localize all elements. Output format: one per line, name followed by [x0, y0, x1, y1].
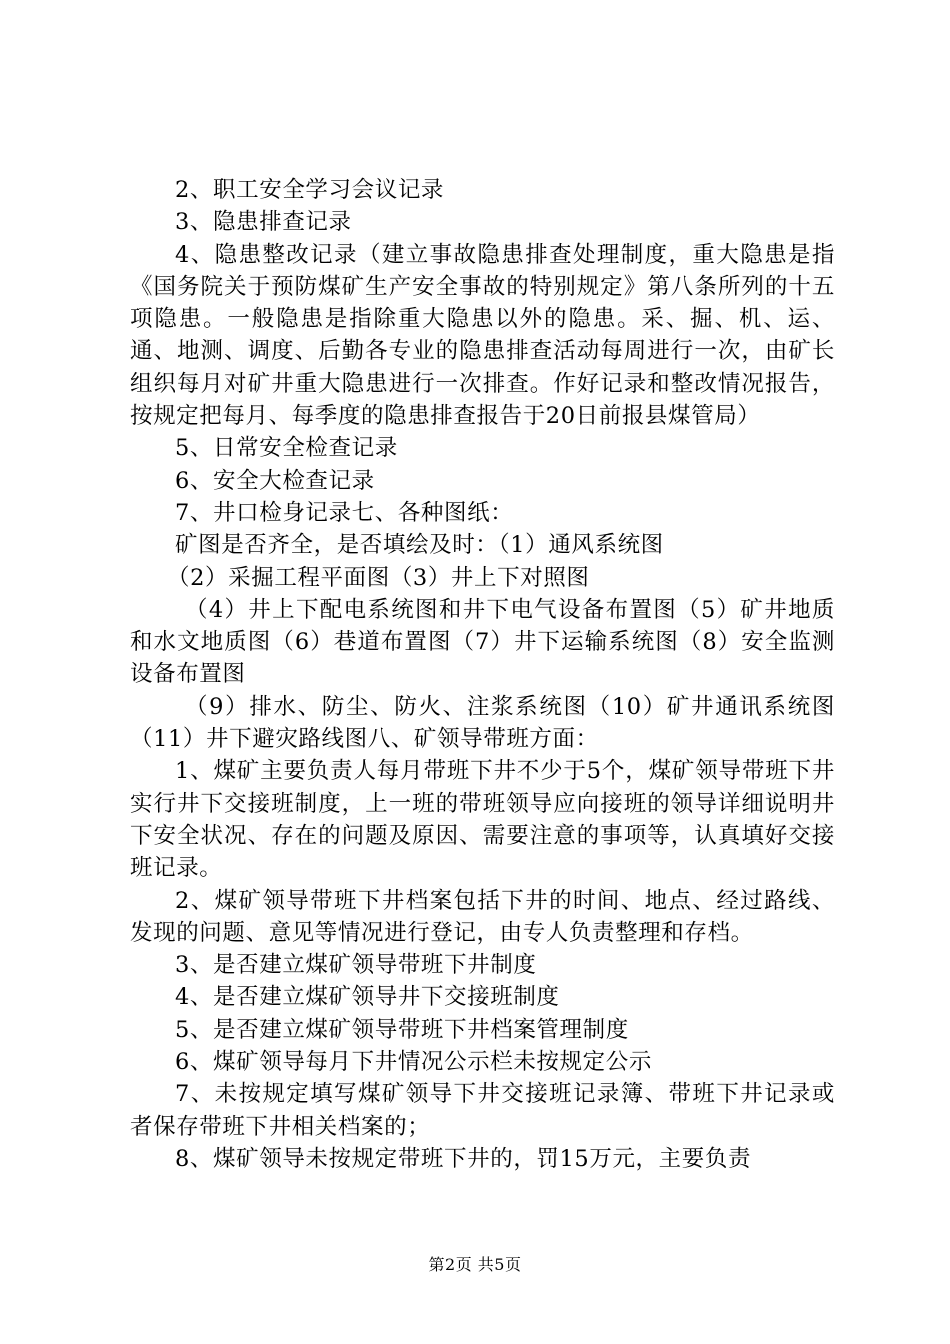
paragraph: 矿图是否齐全，是否填绘及时：（1）通风系统图 — [175, 532, 664, 559]
paragraph: 3、是否建立煤矿领导带班下井制度 — [175, 952, 537, 979]
paragraph: 2、煤矿领导带班下井档案包括下井的时间、地点、经过路线、发现的问题、意见等情况进行登记，由专人负责整理和存档。 — [130, 887, 835, 946]
page-number-footer: 第2页 共5页 — [428, 1255, 522, 1274]
paragraph: 2、职工安全学习会议记录 — [175, 177, 445, 203]
paragraph: （9）排水、防尘、防火、注浆系统图（10）矿井通讯系统图（11）井下避灾路线图八、矿领导带班方面： — [130, 693, 835, 753]
paragraph: 5、日常安全检查记录 — [175, 435, 398, 462]
paragraph: 1、煤矿主要负责人每月带班下井不少于5个，煤矿领导带班下井实行井下交接班制度，上一班的带班领导应向接班的领导详细说明井下安全状况、存在的问题及原因、需要注意的事项等，认真填好交接班记录。 — [130, 758, 835, 882]
paragraph: 7、井口检身记录七、各种图纸： — [175, 499, 514, 526]
paragraph: 5、是否建立煤矿领导带班下井档案管理制度 — [175, 1016, 629, 1043]
paragraph: 3、隐患排查记录 — [175, 209, 352, 236]
paragraph: 6、煤矿领导每月下井情况公示栏未按规定公示 — [175, 1049, 652, 1076]
paragraph: 6、安全大检查记录 — [175, 467, 375, 494]
paragraph: 8、煤矿领导未按规定带班下井的，罚15万元，主要负责 — [175, 1145, 752, 1172]
paragraph: 4、隐患整改记录（建立事故隐患排查处理制度，重大隐患是指《国务院关于预防煤矿生产安全事故的特别规定》第八条所列的十五项隐患。一般隐患是指除重大隐患以外的隐患。采、掘、机、运、通、地测、调度、后勤各专业的隐患排查活动每周进行一次，由矿长组织每月对矿井重大隐患进行一次排查。作好记录和整改情况报告，按规定把每月、每季度的隐患排查报告于20日前报县煤管局） — [130, 241, 835, 430]
document-body — [130, 174, 835, 1175]
paragraph: 7、未按规定填写煤矿领导下井交接班记录簿、带班下井记录或者保存带班下井相关档案的； — [130, 1081, 835, 1140]
paragraph: （2）采掘工程平面图（3）井上下对照图 — [167, 564, 590, 591]
paragraph: 4、是否建立煤矿领导井下交接班制度 — [175, 984, 560, 1011]
paragraph: （4）井上下配电系统图和井下电气设备布置图（5）矿井地质和水文地质图（6）巷道布置图（7）井下运输系统图（8）安全监测设备布置图 — [130, 596, 835, 688]
